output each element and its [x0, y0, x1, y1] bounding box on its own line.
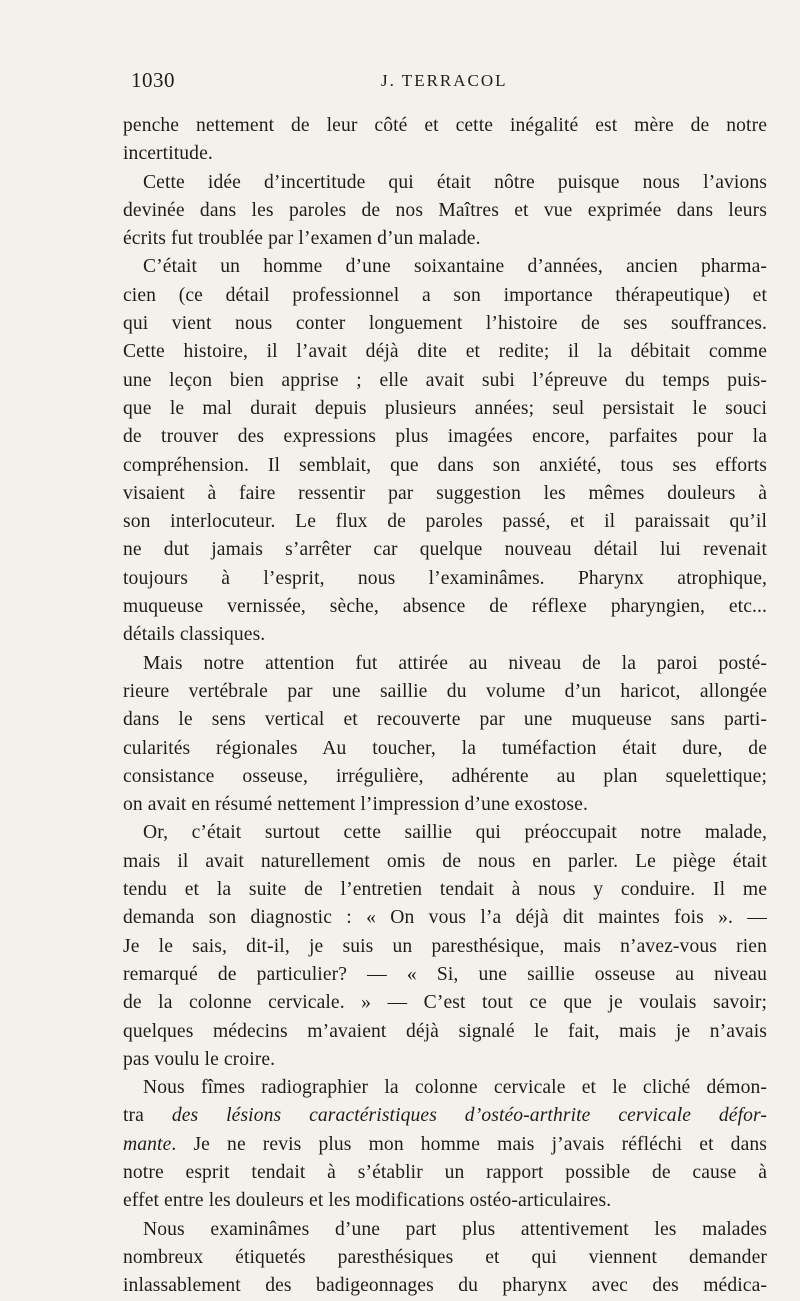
text-line: une leçon bien apprise ; elle avait subi l’épreuve du temps puis- — [123, 369, 767, 391]
text-line: incertitude. — [123, 143, 213, 165]
text-line: Nous fîmes radiographier la colonne cervicale et le cliché démon- — [143, 1077, 767, 1099]
text-line: rieure vertébrale par une saillie du volume d’un haricot, allongée — [123, 680, 767, 702]
text-line: Or, c’était surtout cette saillie qui préoccupait notre malade, — [143, 822, 767, 844]
page-number: 1030 — [131, 68, 175, 92]
italic-text: mante — [123, 1133, 172, 1155]
text-line: de trouver des expressions plus imagées encore, parfaites pour la — [123, 426, 767, 448]
text-line: consistance osseuse, irrégulière, adhérente au plan squelettique; — [123, 765, 767, 787]
text-line: penche nettement de leur côté et cette inégalité est mère de notre — [123, 115, 767, 136]
text-line: de la colonne cervicale. » — C’est tout ce que je voulais savoir; — [123, 992, 767, 1014]
text-line: son interlocuteur. Le flux de paroles passé, et il paraissait qu’il — [123, 511, 767, 533]
text-line: visaient à faire ressentir par suggestion les mêmes douleurs à — [123, 482, 767, 504]
text-line: ne dut jamais s’arrêter car quelque nouveau détail lui revenait — [123, 539, 767, 561]
text-line: remarqué de particulier? — « Si, une saillie osseuse au niveau — [123, 963, 767, 985]
text-line: C’était un homme d’une soixantaine d’années, ancien pharma- — [143, 256, 767, 278]
text-line: tendu et la suite de l’entretien tendait à nous y conduire. Il me — [123, 879, 767, 901]
running-head: J. TERRACOL — [381, 71, 508, 90]
text-line: cien (ce détail professionnel a son importance thérapeutique) et — [123, 284, 767, 306]
text-line: effet entre les douleurs et les modifications ostéo-articulaires. — [123, 1190, 612, 1212]
text-line: Je le sais, dit-il, je suis un paresthésique, mais n’avez-vous rien — [123, 935, 767, 957]
text-line: mais il avait naturellement omis de nous en parler. Le piège était — [123, 850, 767, 872]
text-line: cularités régionales Au toucher, la tuméfaction était dure, de — [123, 737, 767, 759]
italic-text: des lésions caractéristiques d’ostéo-arthrite cervicale défor- — [171, 1105, 767, 1127]
text-line: Mais notre attention fut attirée au niveau de la paroi posté- — [143, 652, 767, 674]
text-line: Nous examinâmes d’une part plus attentivement les malades — [143, 1218, 767, 1240]
text-line: pas voulu le croire. — [123, 1048, 276, 1070]
text-line: détails classiques. — [123, 624, 266, 646]
body-text — [123, 112, 767, 1300]
text-line: demanda son diagnostic : « On vous l’a déjà dit maintes fois ». — — [123, 907, 767, 929]
text-span: . Je ne revis plus mon homme mais j’avais réfléchi et dans — [171, 1133, 767, 1155]
text-line: Cette histoire, il l’avait déjà dite et redite; il la débitait comme — [123, 341, 767, 363]
text-line: écrits fut troublée par l’examen d’un malade. — [123, 228, 481, 250]
text-line: devinée dans les paroles de nos Maîtres et vue exprimée dans leurs — [123, 199, 767, 221]
text-line: quelques médecins m’avaient déjà signalé le fait, mais je n’avais — [123, 1020, 767, 1042]
text-line: qui vient nous conter longuement l’histoire de ses souffrances. — [123, 313, 767, 335]
page-header — [131, 68, 767, 98]
text-line: notre esprit tendait à s’établir un rapport possible de cause à — [123, 1161, 767, 1183]
text-line — [123, 1131, 767, 1159]
text-line: Cette idée d’incertitude qui était nôtre puisque nous l’avions — [143, 171, 767, 193]
text-line: inlassablement des badigeonnages du pharynx avec des médica- — [123, 1275, 767, 1297]
text-line: nombreux étiquetés paresthésiques et qui viennent demander — [123, 1246, 767, 1268]
text-line: compréhension. Il semblait, que dans son anxiété, tous ses efforts — [123, 454, 767, 476]
text-line: toujours à l’esprit, nous l’examinâmes. Pharynx atrophique, — [123, 567, 767, 589]
text-line: muqueuse vernissée, sèche, absence de réflexe pharyngien, etc... — [123, 596, 767, 618]
text-line — [123, 1102, 767, 1130]
text-span: tra — [123, 1105, 172, 1127]
text-line: dans le sens vertical et recouverte par une muqueuse sans parti- — [123, 709, 767, 731]
text-line: que le mal durait depuis plusieurs années; seul persistait le souci — [123, 397, 767, 419]
text-line: on avait en résumé nettement l’impression d’une exostose. — [123, 794, 588, 816]
